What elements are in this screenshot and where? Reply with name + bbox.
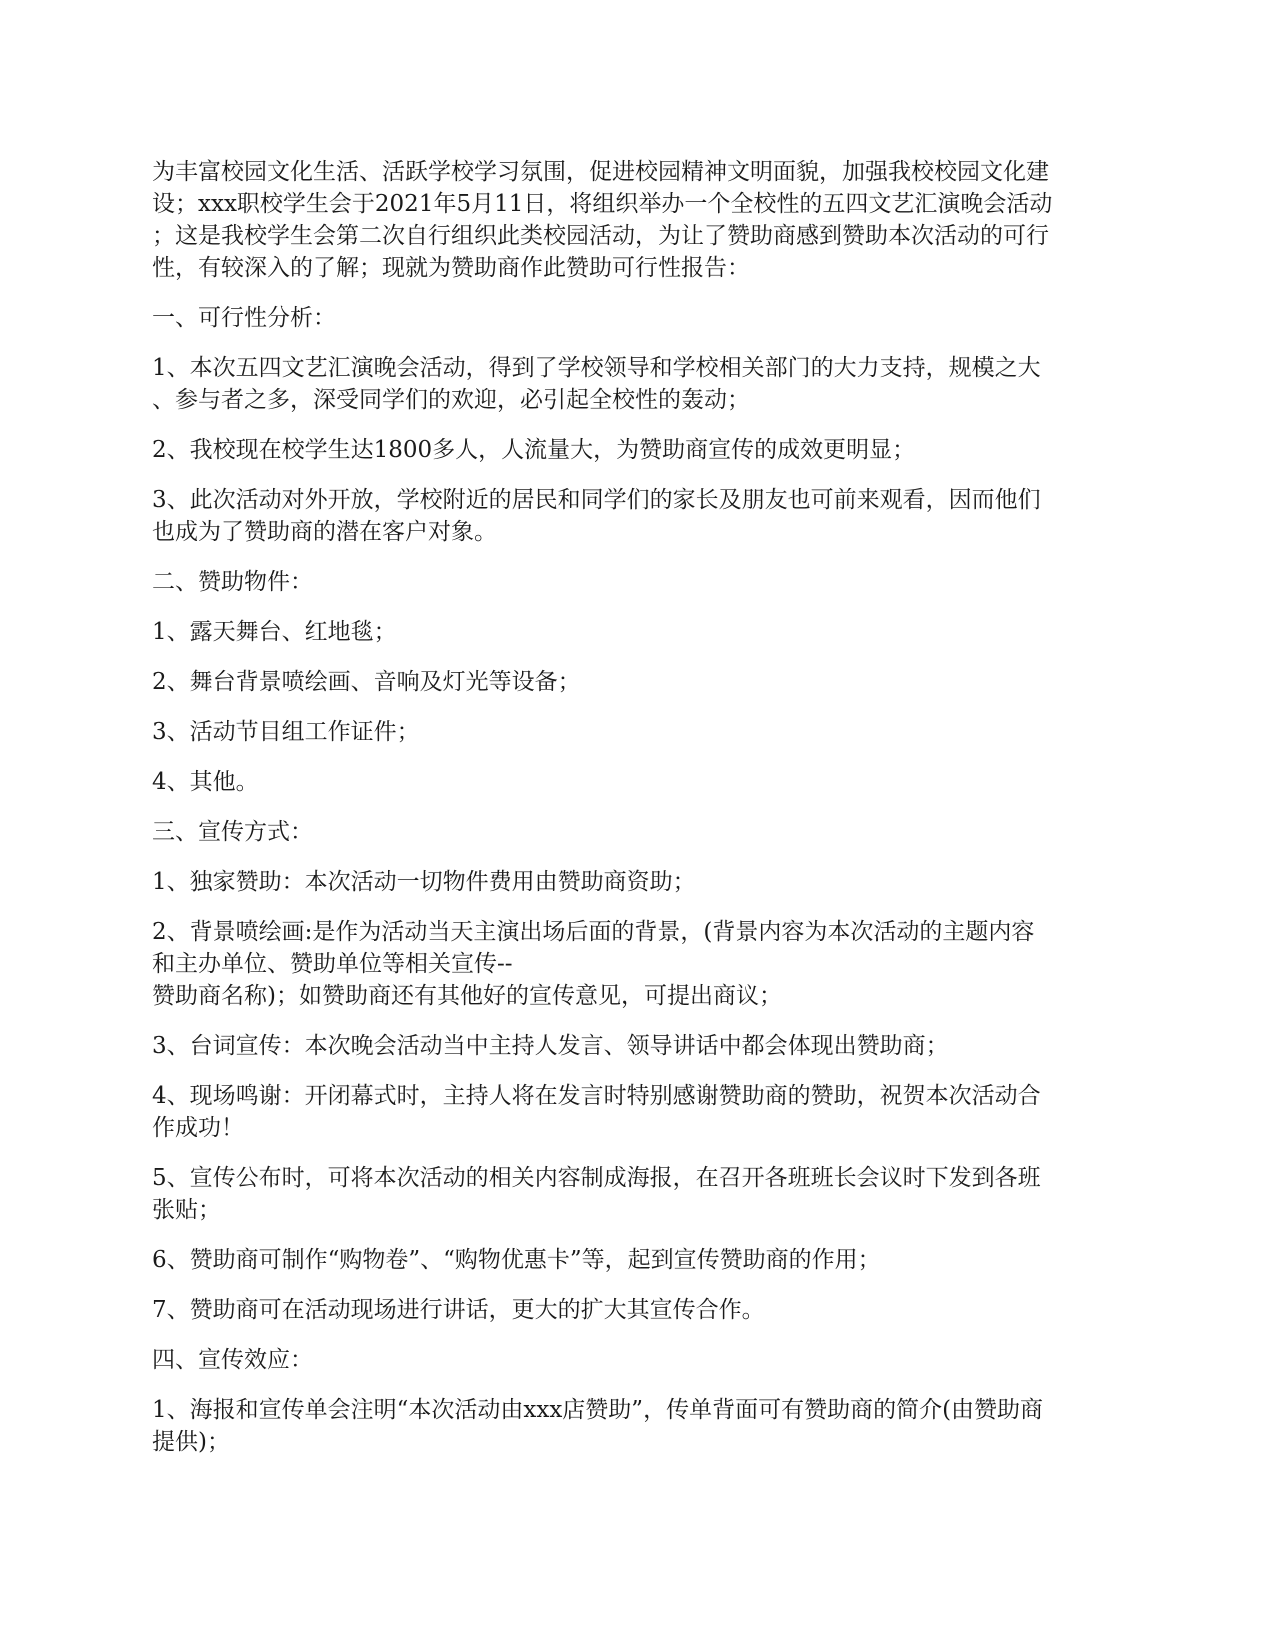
list-item: 1、海报和宣传单会注明“本次活动由xxx店赞助”，传单背面可有赞助商的简介(由赞助商 提供)； bbox=[152, 1397, 1044, 1455]
list-item: 6、赞助商可制作“购物卷”、“购物优惠卡”等，起到宣传赞助商的作用； bbox=[152, 1247, 881, 1273]
list-item: 1、露天舞台、红地毯； bbox=[152, 619, 397, 645]
list-item: 1、本次五四文艺汇演晚会活动，得到了学校领导和学校相关部门的大力支持，规模之大 、参与者之多，深受同学们的欢迎，必引起全校性的轰动； bbox=[152, 355, 1041, 413]
section-heading-sponsorship-items: 二、赞助物件： bbox=[152, 569, 313, 595]
list-item: 7、赞助商可在活动现场进行讲话，更大的扩大其宣传合作。 bbox=[152, 1297, 765, 1323]
document-page bbox=[152, 156, 1132, 1476]
list-item: 5、宣传公布时，可将本次活动的相关内容制成海报，在召开各班班长会议时下发到各班 张贴； bbox=[152, 1165, 1041, 1223]
list-item: 1、独家赞助：本次活动一切物件费用由赞助商资助； bbox=[152, 869, 696, 895]
list-item: 2、背景喷绘画:是作为活动当天主演出场后面的背景，(背景内容为本次活动的主题内容 和主办单位、赞助单位等相关宣传-- 赞助商名称)；如赞助商还有其他好的宣传意见，可提出商议； bbox=[152, 919, 1035, 1009]
list-item: 3、此次活动对外开放，学校附近的居民和同学们的家长及朋友也可前来观看，因而他们 也成为了赞助商的潜在客户对象。 bbox=[152, 487, 1041, 545]
list-item: 2、舞台背景喷绘画、音响及灯光等设备； bbox=[152, 669, 581, 695]
list-item: 4、现场鸣谢：开闭幕式时，主持人将在发言时特别感谢赞助商的赞助，祝贺本次活动合 作成功！ bbox=[152, 1083, 1041, 1141]
section-heading-feasibility: 一、可行性分析： bbox=[152, 305, 336, 331]
list-item: 2、我校现在校学生达1800多人，人流量大，为赞助商宣传的成效更明显； bbox=[152, 437, 916, 463]
section-heading-promotion-effects: 四、宣传效应： bbox=[152, 1347, 313, 1373]
list-item: 3、台词宣传：本次晚会活动当中主持人发言、领导讲话中都会体现出赞助商； bbox=[152, 1033, 949, 1059]
intro-paragraph: 为丰富校园文化生活、活跃学校学习氛围，促进校园精神文明面貌，加强我校校园文化建 设；xxx职校学生会于2021年5月11日，将组织举办一个全校性的五四文艺汇演晚会活动 ；这是我校学生会第二次自行组织此类校园活动，为让了赞助商感到赞助本次活动的可行 性，有较深入的了解；现就为赞助商作此赞助可行性报告： bbox=[152, 159, 1053, 281]
list-item: 3、活动节目组工作证件； bbox=[152, 719, 420, 745]
section-heading-promotion-methods: 三、宣传方式： bbox=[152, 819, 313, 845]
list-item: 4、其他。 bbox=[152, 769, 259, 795]
